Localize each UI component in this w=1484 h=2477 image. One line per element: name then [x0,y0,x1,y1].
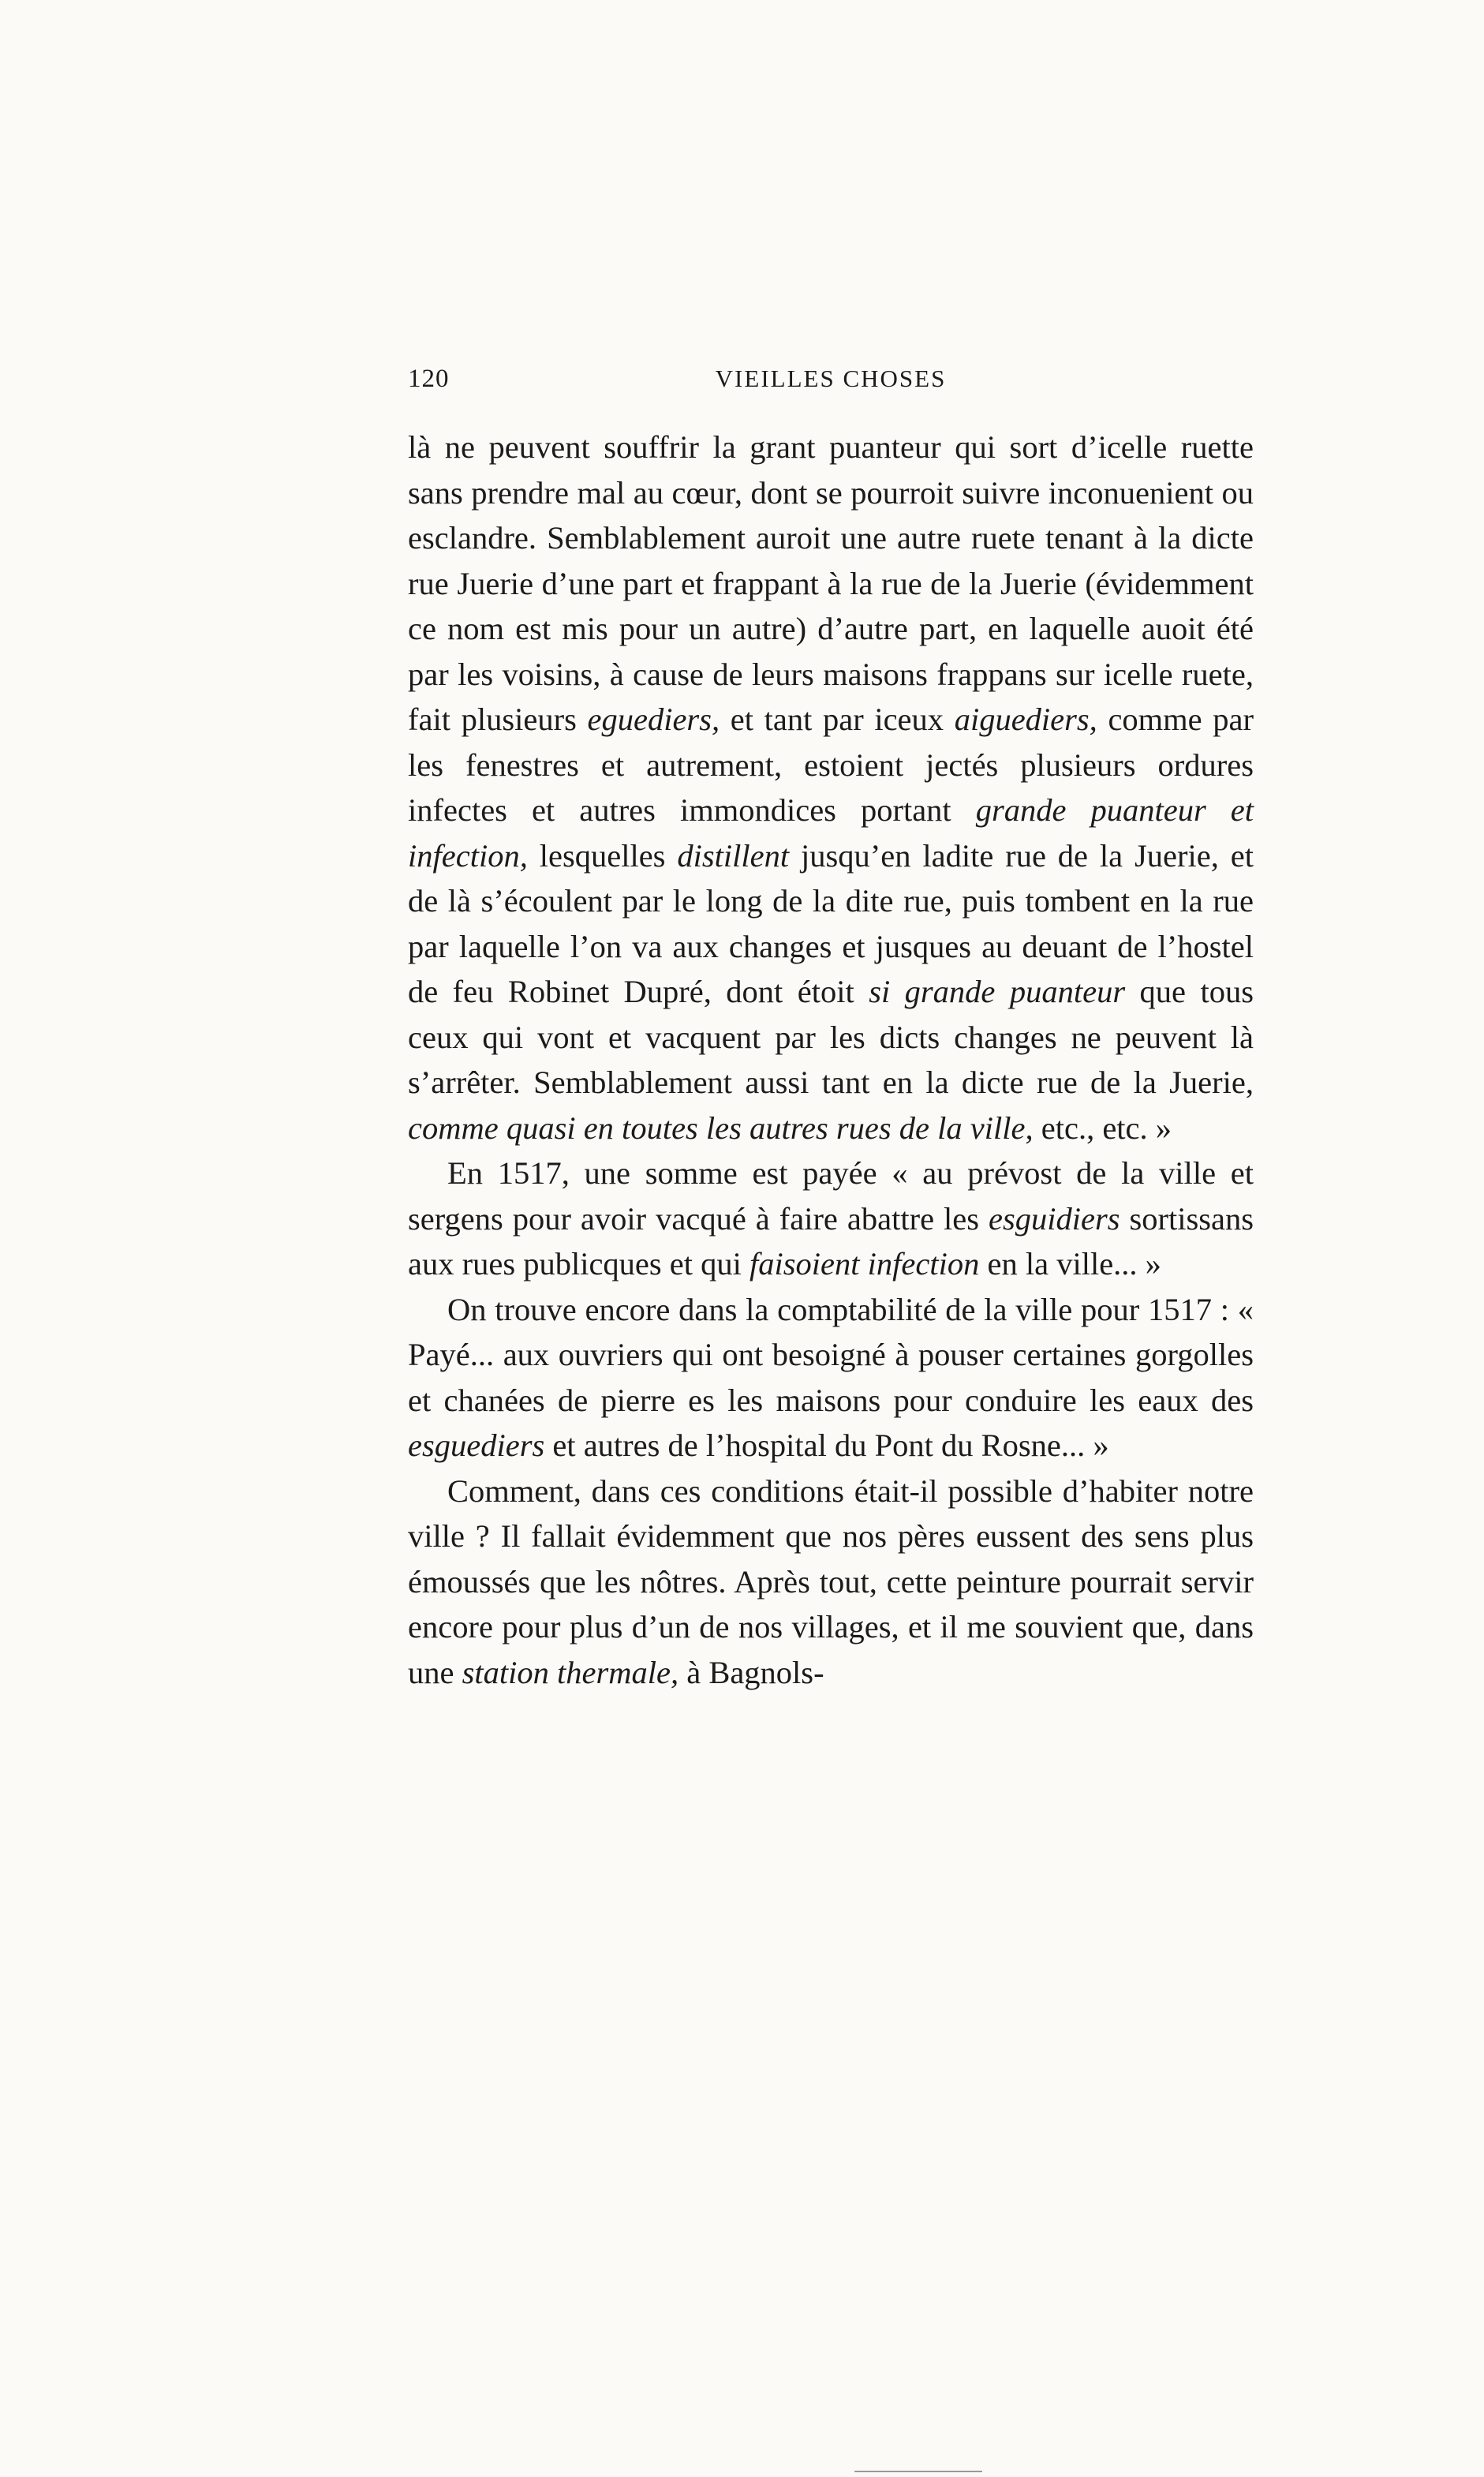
paragraph [408,1469,1254,1696]
text-span: comme par les fenestres et autrement, estoient jectés plusieurs ordures infectes et autres immondices portant [408,702,1254,828]
italic-term: station thermale, [462,1654,679,1690]
text-span: et tant par iceux [720,702,955,737]
paragraph [408,1151,1254,1287]
text-span: que tous ceux qui vont et vacquent par les dicts changes ne peuvent là s’arrêter. Semblablement aussi tant en la dicte rue de la Juerie, [408,974,1254,1100]
text-span: On trouve encore dans la comptabilité de la ville pour 1517 : « Payé... aux ouvriers qui ont besoigné à pouser certaines gorgolles et chanées de pierre es les maisons pour conduire les eaux des [408,1291,1254,1418]
text-span: sortissans aux rues publicques et qui [408,1200,1254,1282]
text-column [408,425,1254,1695]
text-span: lesquelles [527,837,678,874]
italic-term: comme quasi en toutes les autres rues de la ville, [408,1109,1034,1146]
italic-term: faisoient infection [749,1246,980,1282]
italic-term: aiguediers, [954,702,1097,737]
italic-term: eguediers, [587,702,720,737]
italic-term: distillent [677,837,790,874]
text-span: en la ville... » [979,1246,1161,1282]
text-span: En 1517, une somme est payée « au prévost de la ville et sergens pour avoir vacqué à faire abattre les [408,1155,1254,1237]
page-number: 120 [408,365,450,393]
running-head [408,365,1254,412]
text-span: et autres de l’hospital du Pont du Rosne... » [544,1427,1109,1463]
italic-term: esguidiers [989,1200,1120,1237]
text-span: etc., etc. » [1033,1109,1172,1146]
text-span: à Bagnols- [678,1654,824,1690]
text-span: jusqu’en ladite rue de la Juerie, et de là s’écoulent par le long de la dite rue, puis tombent en la rue par laquelle l’on va aux changes et jusques au deuant de l’hostel de feu Robinet Dupré, dont étoit [408,837,1254,1009]
italic-term: grande puanteur et infection, [408,792,1254,874]
bottom-rule [854,2471,982,2472]
italic-term: esguediers [408,1427,545,1463]
paragraph [408,1287,1254,1469]
paragraph [408,425,1254,1151]
running-title: VIEILLES CHOSES [715,365,947,392]
text-span: là ne peuvent souffrir la grant puanteur qui sort d’icelle ruette sans prendre mal au cœur, dont se pourroit suivre inconuenient ou esclandre. Semblablement auroit une autre ruete tenant à la dicte rue Juerie d’une part et frappant à la rue de la Juerie (évidemment ce nom est mis pour un autre) d’autre part, en laquelle auoit été par les voisins, à cause de leurs maisons frappans sur icelle ruete, fait plusieurs [408,429,1254,737]
italic-term: si grande puanteur [869,974,1126,1009]
text-span: Comment, dans ces conditions était-il possible d’habiter notre ville ? Il fallait évidemment que nos pères eussent des sens plus émoussés que les nôtres. Après tout, cette peinture pourrait servir encore pour plus d’un de nos villages, et il me souvient que, dans une [408,1472,1254,1690]
